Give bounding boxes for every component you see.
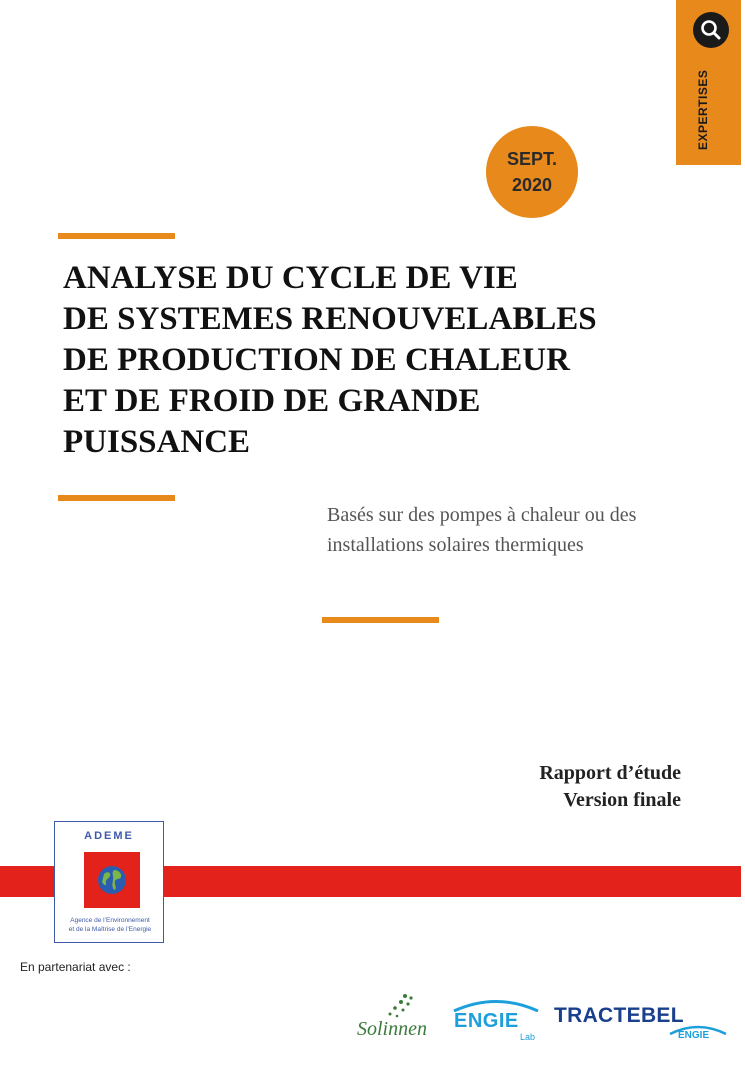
tab-label: EXPERTISES <box>696 69 710 150</box>
ademe-name: ADEME <box>84 830 134 842</box>
date-badge <box>486 126 578 218</box>
search-icon[interactable] <box>693 12 729 48</box>
title-line: ANALYSE DU CYCLE DE VIE <box>63 260 518 296</box>
document-title <box>63 258 683 463</box>
tractebel-logo <box>554 1004 730 1048</box>
expertises-tab[interactable] <box>676 0 741 165</box>
subtitle-rule <box>322 617 439 623</box>
tractebel-engie-sub: ENGIE <box>678 1030 710 1041</box>
tractebel-wordmark: TRACTEBEL <box>554 1004 684 1027</box>
ademe-logo <box>54 821 164 943</box>
globe-icon <box>96 864 128 896</box>
partner-label: En partenariat avec : <box>20 960 131 974</box>
solinnen-logo <box>355 992 441 1044</box>
title-line: ET DE FROID DE GRANDE <box>63 383 481 419</box>
date-year: 2020 <box>511 175 553 195</box>
date-month: SEPT. <box>506 149 558 169</box>
subtitle-line: installations solaires thermiques <box>327 534 584 556</box>
report-type: Rapport d’étude <box>539 762 681 784</box>
solinnen-wordmark: Solinnen <box>357 1018 427 1040</box>
title-line: DE PRODUCTION DE CHALEUR <box>63 342 570 378</box>
subtitle <box>327 500 727 560</box>
title-line: PUISSANCE <box>63 424 251 460</box>
ademe-caption-line: et de la Maîtrise de l’Energie <box>68 926 152 933</box>
title-bottom-rule <box>58 495 175 501</box>
engie-lab-sub: Lab <box>520 1032 536 1042</box>
ademe-emblem <box>84 852 140 908</box>
ademe-caption <box>59 916 161 934</box>
ademe-caption-line: Agence de l’Environnement <box>70 917 150 924</box>
report-info <box>539 760 681 814</box>
subtitle-line: Basés sur des pompes à chaleur ou des <box>327 504 637 526</box>
title-top-rule <box>58 233 175 239</box>
engie-lab-logo <box>450 998 540 1044</box>
title-line: DE SYSTEMES RENOUVELABLES <box>63 301 597 337</box>
report-version: Version finale <box>563 789 681 811</box>
engie-wordmark: ENGIE <box>454 1010 519 1032</box>
